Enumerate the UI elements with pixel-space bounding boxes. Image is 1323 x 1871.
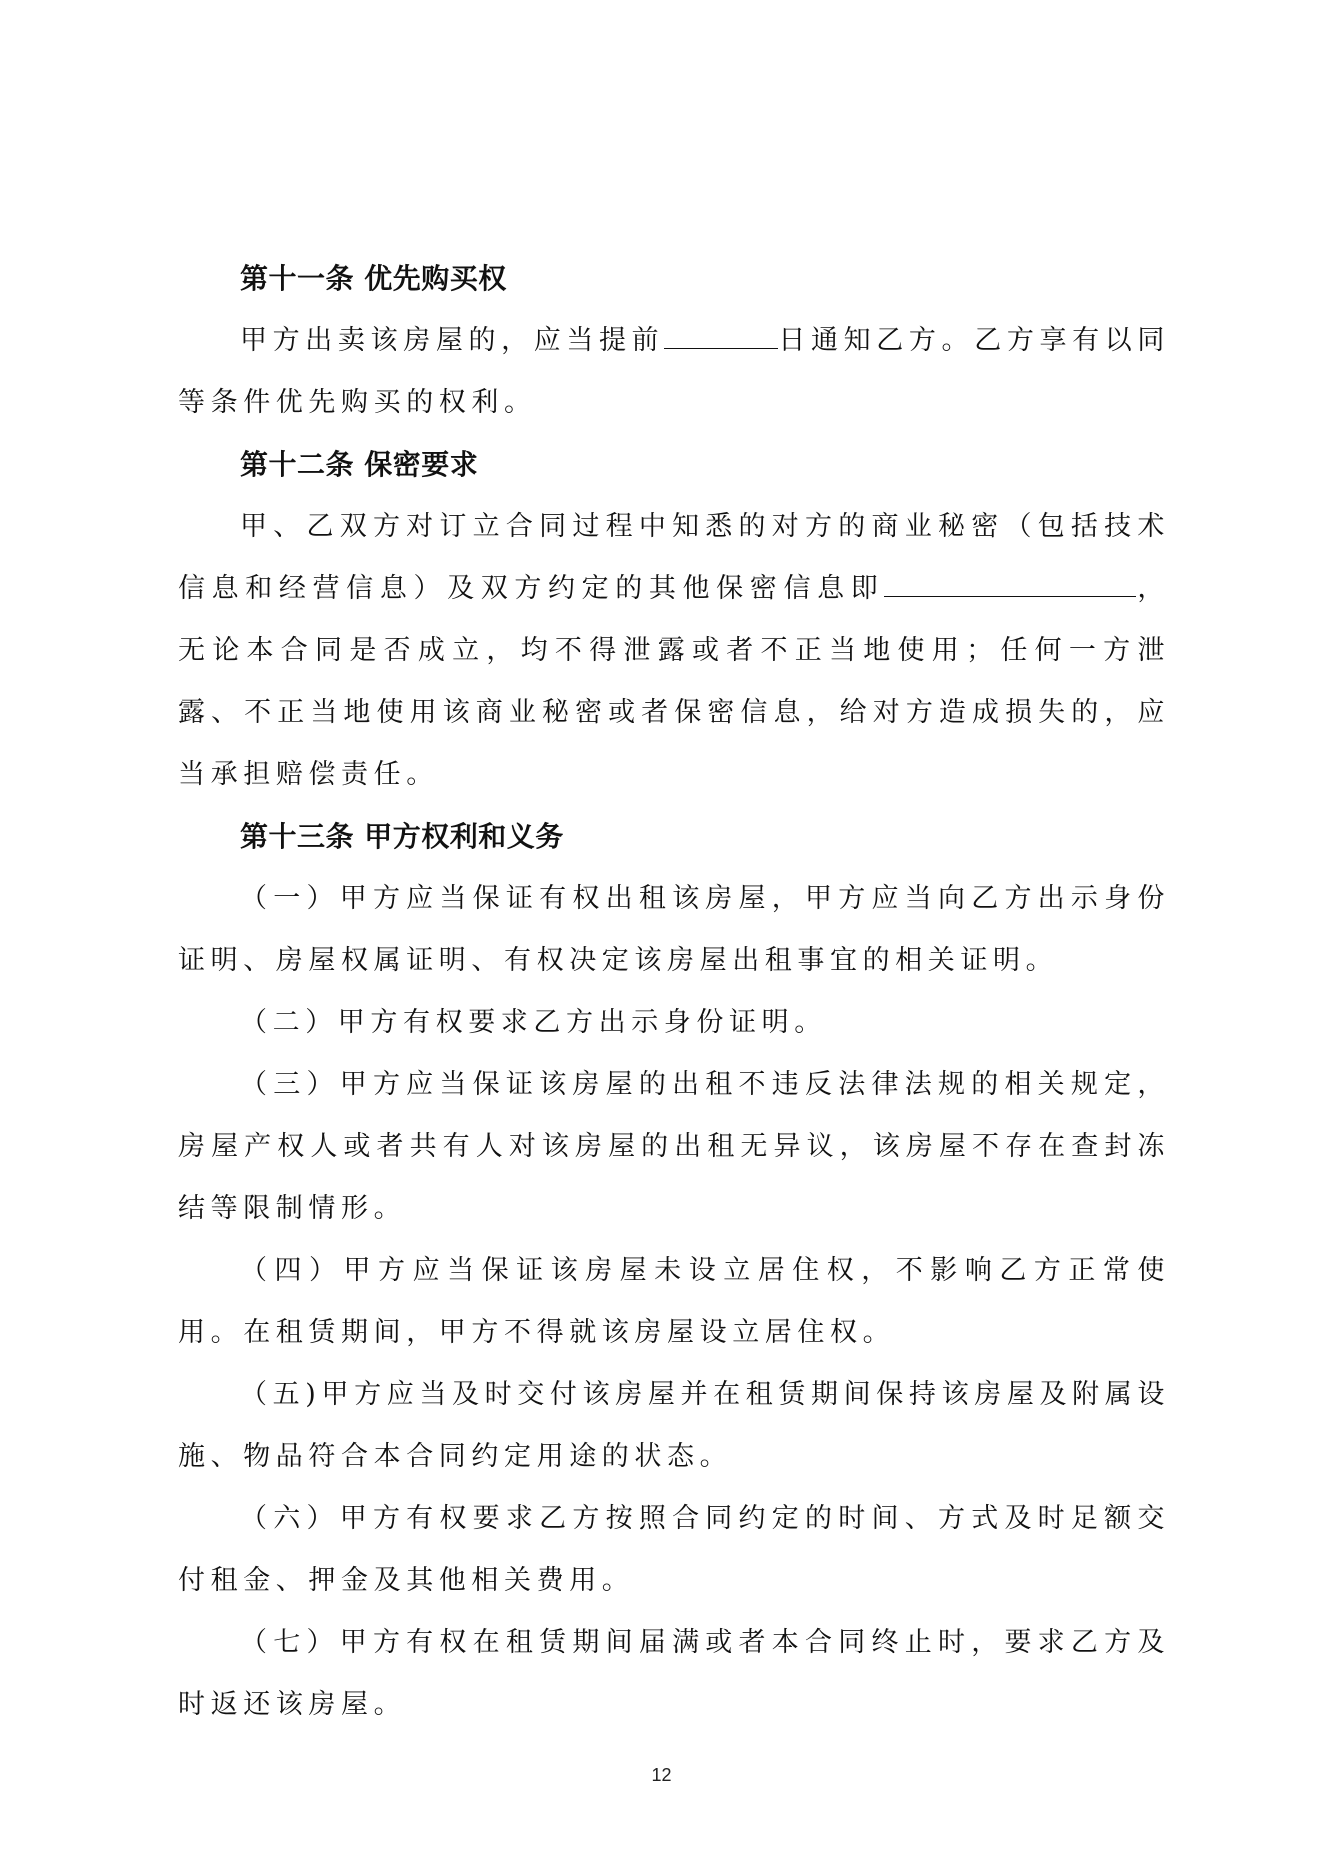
page-number: 12 [651,1765,672,1785]
article-13-item-5: （五)甲方应当及时交付该房屋并在租赁期间保持该房屋及附属设施、物品符合本合同约定用途的状态。 [178,1379,1170,1472]
notice-days-blank [664,328,778,349]
article-11-heading: 第十一条 优先购买权 [240,262,507,295]
article-13-item-4: （四）甲方应当保证该房屋未设立居住权，不影响乙方正常使用。在租赁期间，甲方不得就该房屋设立居住权。 [178,1255,1170,1348]
article-11-paragraph [178,310,1170,434]
article-13-item-1: （一）甲方应当保证有权出租该房屋，甲方应当向乙方出示身份证明、房屋权属证明、有权决定该房屋出租事宜的相关证明。 [178,883,1170,976]
article-13-item-3: （三）甲方应当保证该房屋的出租不违反法律法规的相关规定，房屋产权人或者共有人对该房屋的出租无异议，该房屋不存在查封冻结等限制情形。 [178,1069,1170,1224]
article-13-item-7: （七）甲方有权在租赁期间届满或者本合同终止时，要求乙方及时返还该房屋。 [178,1627,1170,1720]
article-12-heading: 第十二条 保密要求 [240,448,479,481]
article-13-item-2: （二）甲方有权要求乙方出示身份证明。 [240,1007,827,1038]
article-13-heading: 第十三条 甲方权利和义务 [240,820,564,853]
contract-body [178,248,1170,1736]
confidential-info-blank [884,576,1136,597]
article-13-item-6: （六）甲方有权要求乙方按照合同约定的时间、方式及时足额交付租金、押金及其他相关费用。 [178,1503,1170,1596]
article-11-text-before-blank: 甲方出卖该房屋的，应当提前 [240,325,665,356]
article-12-paragraph [178,496,1170,806]
article-12-text-before-blank: 甲、乙双方对订立合同过程中知悉的对方的商业秘密（包括技术信息和经营信息）及双方约定的其他保密信息即 [178,511,1170,604]
article-11-text-after-blank: 日通知乙方。乙方享有以同等条件优先购买的权利。 [178,325,1170,418]
article-12-text-after-blank: ，无论本合同是否成立，均不得泄露或者不正当地使用；任何一方泄露、不正当地使用该商业秘密或者保密信息，给对方造成损失的，应当承担赔偿责任。 [178,573,1170,790]
